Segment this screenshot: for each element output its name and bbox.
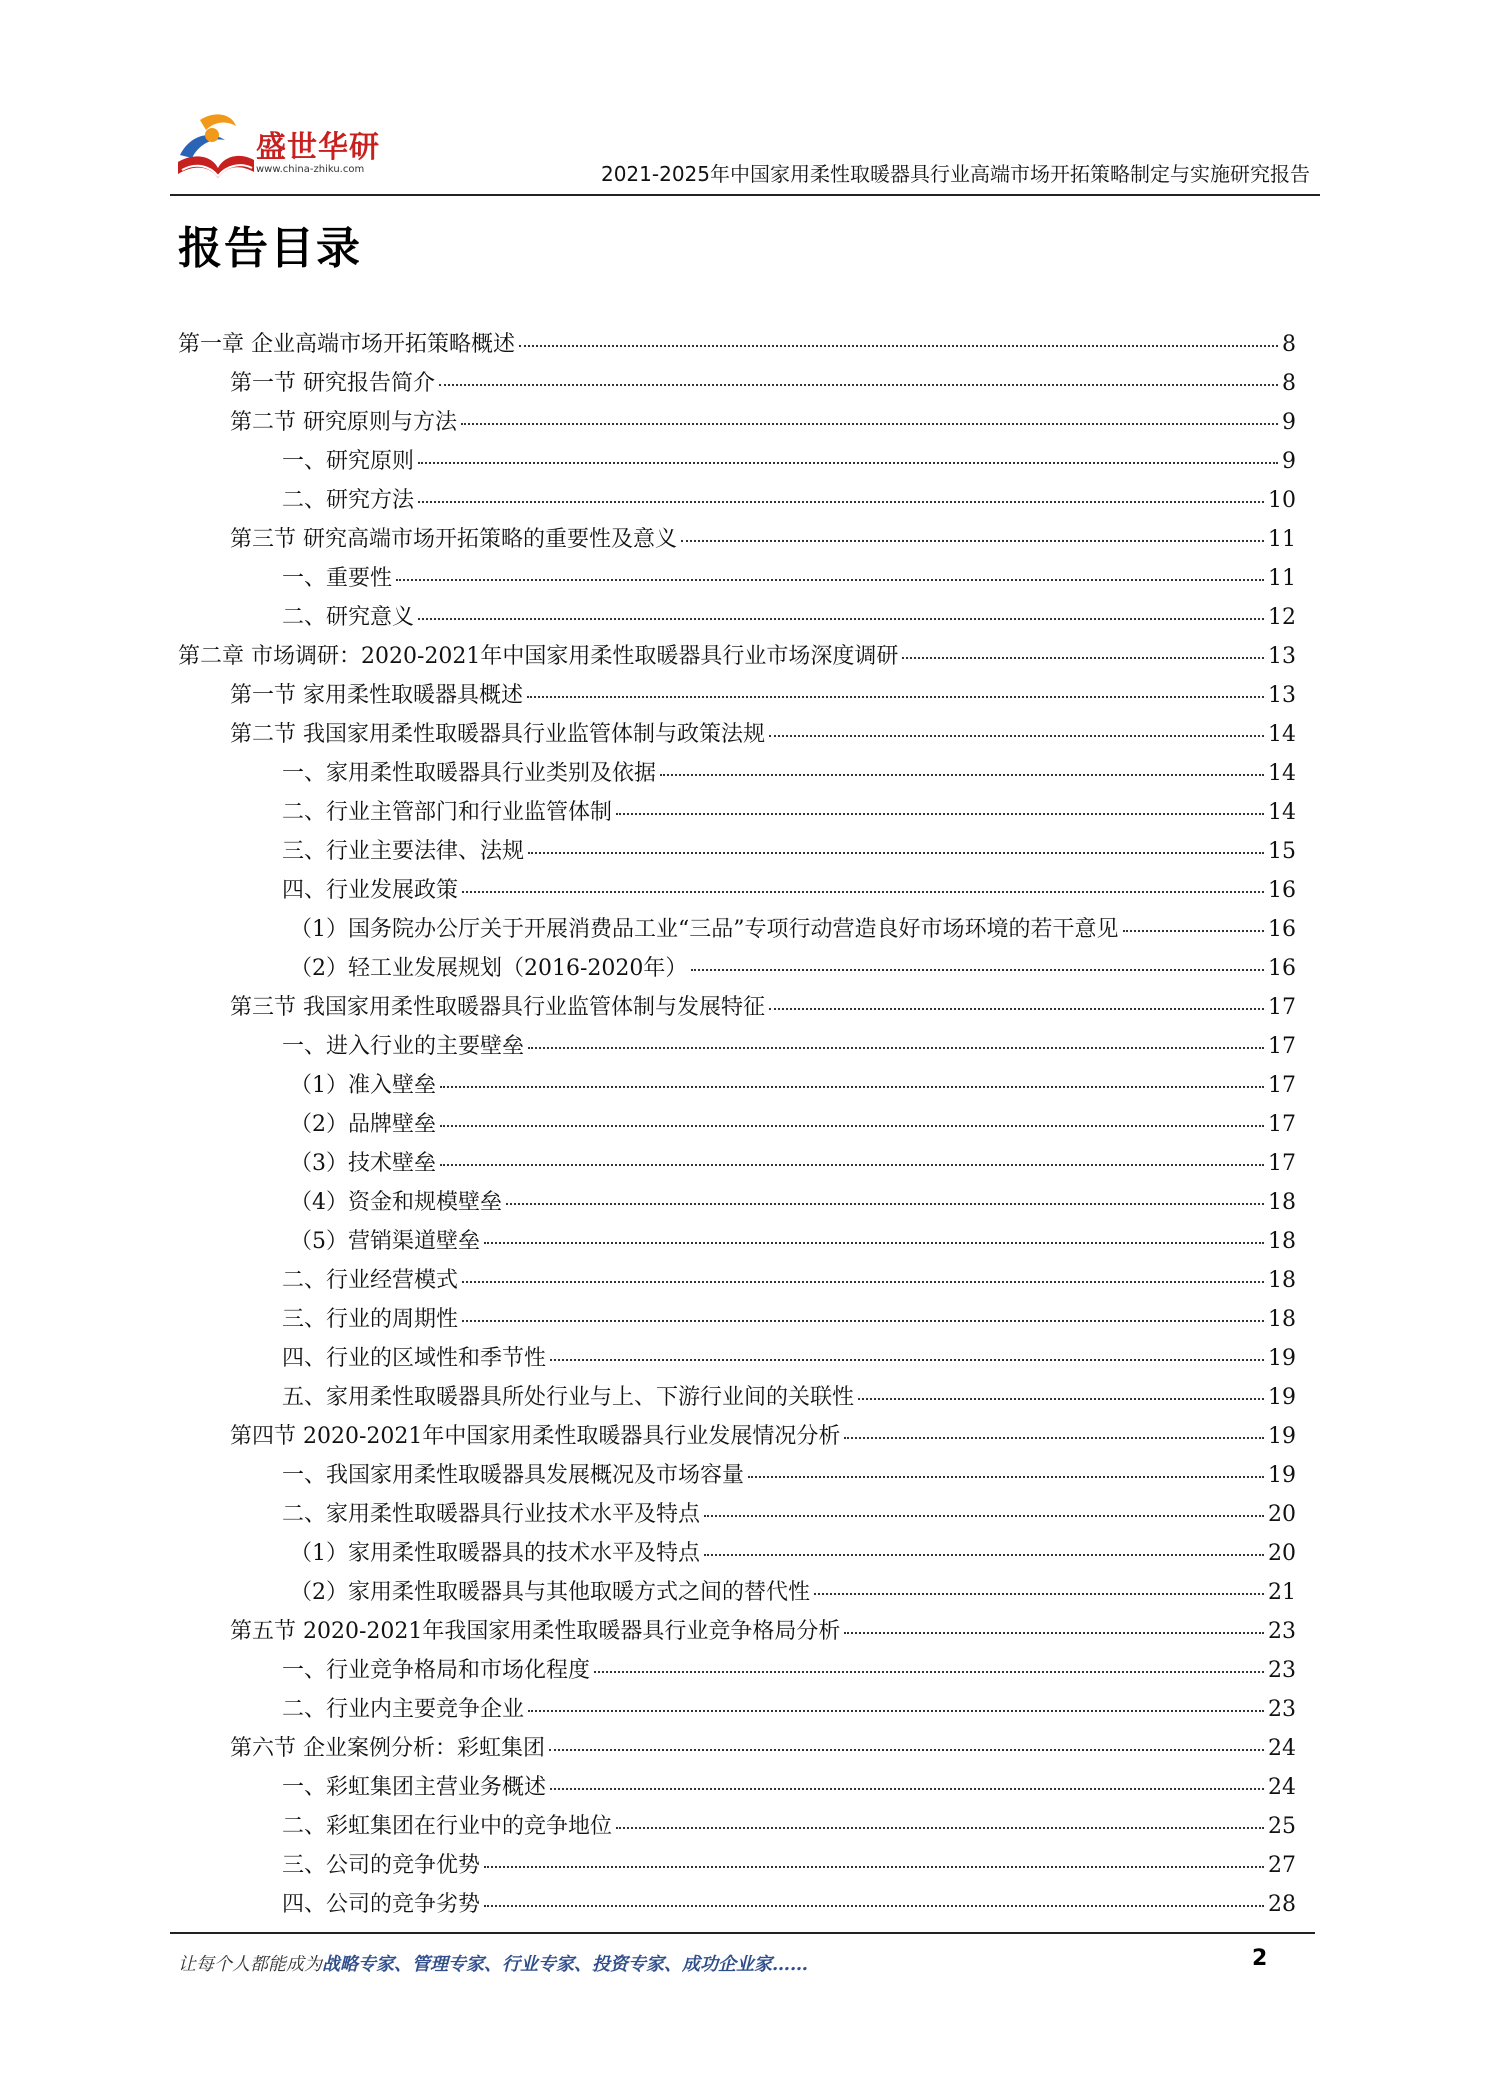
toc-entry[interactable]	[178, 793, 1296, 832]
toc-entry-title: 三、行业的周期性	[282, 1307, 459, 1332]
toc-entry-title: 四、行业的区域性和季节性	[282, 1346, 547, 1371]
toc-entry-title: 五、家用柔性取暖器具所处行业与上、下游行业间的关联性	[282, 1385, 855, 1410]
toc-entry-page: 18	[1268, 1307, 1296, 1332]
toc-dot-leader	[506, 1203, 1264, 1205]
toc-entry-title: （3）技术壁垒	[290, 1151, 436, 1176]
toc-entry[interactable]	[178, 364, 1296, 403]
toc-entry-page: 19	[1268, 1424, 1296, 1449]
toc-entry-title: 第一节 家用柔性取暖器具概述	[230, 683, 523, 708]
toc-entry[interactable]	[178, 910, 1296, 949]
toc-dot-leader	[550, 1788, 1264, 1790]
toc-entry[interactable]	[178, 1573, 1296, 1612]
toc-entry-title: 一、我国家用柔性取暖器具发展概况及市场容量	[282, 1463, 745, 1488]
toc-entry-page: 13	[1268, 644, 1296, 669]
toc-entry[interactable]	[178, 832, 1296, 871]
toc-dot-leader	[660, 774, 1264, 776]
toc-entry[interactable]	[178, 1690, 1296, 1729]
toc-entry[interactable]	[178, 481, 1296, 520]
toc-entry-page: 15	[1268, 839, 1296, 864]
toc-dot-leader	[769, 1008, 1264, 1010]
toc-entry-title: （2）品牌壁垒	[290, 1112, 436, 1137]
table-of-contents	[178, 325, 1296, 1924]
toc-entry[interactable]	[178, 754, 1296, 793]
toc-entry-page: 14	[1268, 722, 1296, 747]
toc-entry-page: 13	[1268, 683, 1296, 708]
toc-entry-title: 第四节 2020-2021年中国家用柔性取暖器具行业发展情况分析	[230, 1424, 841, 1449]
toc-entry-page: 20	[1268, 1502, 1296, 1527]
toc-dot-leader	[461, 423, 1278, 425]
toc-entry-title: 一、家用柔性取暖器具行业类别及依据	[282, 761, 657, 786]
toc-entry-page: 17	[1268, 1034, 1296, 1059]
toc-entry[interactable]	[178, 1495, 1296, 1534]
toc-entry-title: 第二章 市场调研：2020-2021年中国家用柔性取暖器具行业市场深度调研	[178, 644, 899, 669]
toc-entry-title: 一、研究原则	[282, 449, 415, 474]
toc-entry-page: 11	[1268, 566, 1296, 591]
toc-entry[interactable]	[178, 871, 1296, 910]
toc-entry-title: 二、行业内主要竞争企业	[282, 1697, 525, 1722]
toc-entry-title: 第三节 研究高端市场开拓策略的重要性及意义	[230, 527, 677, 552]
toc-entry-page: 28	[1268, 1892, 1296, 1917]
toc-entry[interactable]	[178, 1534, 1296, 1573]
page-number: 2	[1252, 1946, 1268, 1971]
toc-dot-leader	[527, 696, 1264, 698]
toc-entry-title: 一、行业竞争格局和市场化程度	[282, 1658, 591, 1683]
toc-entry-page: 24	[1268, 1736, 1296, 1761]
toc-dot-leader	[396, 579, 1264, 581]
toc-entry-page: 17	[1268, 1112, 1296, 1137]
toc-entry-page: 10	[1268, 488, 1296, 513]
report-title: 2021-2025年中国家用柔性取暖器具行业高端市场开拓策略制定与实施研究报告	[600, 162, 1310, 186]
toc-entry-title: 一、彩虹集团主营业务概述	[282, 1775, 547, 1800]
toc-entry[interactable]	[178, 559, 1296, 598]
toc-entry-title: （2）轻工业发展规划（2016-2020年）	[290, 956, 688, 981]
toc-entry-page: 9	[1282, 410, 1296, 435]
toc-entry-page: 18	[1268, 1229, 1296, 1254]
toc-entry[interactable]	[178, 715, 1296, 754]
logo-url: www.china-zhiku.com	[256, 164, 365, 175]
toc-entry[interactable]	[178, 1222, 1296, 1261]
toc-entry-title: 二、家用柔性取暖器具行业技术水平及特点	[282, 1502, 701, 1527]
toc-dot-leader	[484, 1866, 1264, 1868]
toc-dot-leader	[440, 1125, 1264, 1127]
toc-dot-leader	[814, 1593, 1264, 1595]
toc-entry-page: 16	[1268, 956, 1296, 981]
toc-entry-title: 第五节 2020-2021年我国家用柔性取暖器具行业竞争格局分析	[230, 1619, 841, 1644]
toc-entry-title: 二、行业主管部门和行业监管体制	[282, 800, 613, 825]
toc-dot-leader	[748, 1476, 1264, 1478]
toc-entry[interactable]	[178, 598, 1296, 637]
toc-dot-leader	[902, 657, 1264, 659]
toc-entry-page: 17	[1268, 1073, 1296, 1098]
toc-dot-leader	[440, 1086, 1264, 1088]
toc-entry-page: 14	[1268, 761, 1296, 786]
toc-entry-title: 第三节 我国家用柔性取暖器具行业监管体制与发展特征	[230, 995, 765, 1020]
toc-entry[interactable]	[178, 1027, 1296, 1066]
toc-entry-page: 20	[1268, 1541, 1296, 1566]
footer-divider	[170, 1932, 1315, 1934]
toc-entry-page: 9	[1282, 449, 1296, 474]
toc-dot-leader	[440, 1164, 1264, 1166]
toc-entry-title: 一、进入行业的主要壁垒	[282, 1034, 525, 1059]
toc-entry-title: 二、彩虹集团在行业中的竞争地位	[282, 1814, 613, 1839]
toc-entry-title: （1）国务院办公厅关于开展消费品工业“三品”专项行动营造良好市场环境的若干意见	[290, 917, 1119, 942]
toc-dot-leader	[462, 1281, 1264, 1283]
toc-entry[interactable]	[178, 1066, 1296, 1105]
toc-entry[interactable]	[178, 1183, 1296, 1222]
toc-entry[interactable]	[178, 1105, 1296, 1144]
toc-dot-leader	[549, 1749, 1264, 1751]
toc-dot-leader	[550, 1359, 1264, 1361]
toc-entry[interactable]	[178, 1651, 1296, 1690]
toc-entry[interactable]	[178, 1339, 1296, 1378]
toc-entry-page: 16	[1268, 917, 1296, 942]
toc-dot-leader	[418, 501, 1264, 503]
toc-entry[interactable]	[178, 1885, 1296, 1924]
toc-dot-leader	[462, 891, 1264, 893]
toc-entry-title: 第二节 研究原则与方法	[230, 410, 457, 435]
toc-entry[interactable]	[178, 1456, 1296, 1495]
toc-entry-page: 21	[1268, 1580, 1296, 1605]
logo-book-icon	[170, 100, 260, 190]
toc-entry-page: 18	[1268, 1268, 1296, 1293]
toc-dot-leader	[616, 813, 1264, 815]
header-divider	[170, 194, 1320, 196]
toc-entry-title: 第一节 研究报告简介	[230, 371, 435, 396]
toc-entry-page: 12	[1268, 605, 1296, 630]
toc-dot-leader	[691, 969, 1264, 971]
toc-dot-leader	[594, 1671, 1264, 1673]
toc-entry[interactable]	[178, 1417, 1296, 1456]
toc-entry[interactable]	[178, 325, 1296, 364]
toc-entry-title: （1）准入壁垒	[290, 1073, 436, 1098]
toc-entry-page: 23	[1268, 1619, 1296, 1644]
toc-entry-page: 27	[1268, 1853, 1296, 1878]
toc-entry-title: （1）家用柔性取暖器具的技术水平及特点	[290, 1541, 700, 1566]
toc-entry[interactable]	[178, 1846, 1296, 1885]
toc-entry-page: 23	[1268, 1658, 1296, 1683]
toc-entry[interactable]	[178, 1300, 1296, 1339]
toc-entry[interactable]	[178, 949, 1296, 988]
slogan-emphasis: 战略专家、管理专家、行业专家、投资专家、成功企业家……	[322, 1954, 808, 1975]
toc-dot-leader	[528, 1710, 1264, 1712]
toc-entry[interactable]	[178, 1612, 1296, 1651]
toc-entry[interactable]	[178, 988, 1296, 1027]
toc-entry[interactable]	[178, 403, 1296, 442]
toc-entry-title: 二、研究意义	[282, 605, 415, 630]
toc-entry-title: 二、研究方法	[282, 488, 415, 513]
toc-dot-leader	[844, 1632, 1264, 1634]
toc-entry[interactable]	[178, 1261, 1296, 1300]
toc-entry-title: （5）营销渠道壁垒	[290, 1229, 480, 1254]
toc-entry-title: 第一章 企业高端市场开拓策略概述	[178, 332, 515, 357]
toc-dot-leader	[462, 1320, 1264, 1322]
toc-entry-title: 三、行业主要法律、法规	[282, 839, 525, 864]
toc-entry-page: 8	[1282, 332, 1296, 357]
company-logo	[170, 100, 400, 190]
toc-dot-leader	[418, 462, 1278, 464]
toc-entry-title: （4）资金和规模壁垒	[290, 1190, 502, 1215]
toc-dot-leader	[1123, 930, 1265, 932]
toc-heading: 报告目录	[178, 223, 362, 274]
toc-dot-leader	[844, 1437, 1264, 1439]
toc-dot-leader	[528, 1047, 1264, 1049]
toc-entry-page: 14	[1268, 800, 1296, 825]
toc-dot-leader	[484, 1905, 1264, 1907]
toc-entry-page: 17	[1268, 1151, 1296, 1176]
toc-dot-leader	[528, 852, 1264, 854]
toc-entry[interactable]	[178, 1378, 1296, 1417]
toc-entry-page: 19	[1268, 1463, 1296, 1488]
toc-dot-leader	[704, 1515, 1264, 1517]
toc-dot-leader	[704, 1554, 1264, 1556]
toc-entry-page: 25	[1268, 1814, 1296, 1839]
toc-entry[interactable]	[178, 637, 1296, 676]
slogan-prefix: 让每个人都能成为	[178, 1954, 322, 1975]
toc-entry[interactable]	[178, 1768, 1296, 1807]
toc-dot-leader	[519, 345, 1278, 347]
toc-dot-leader	[858, 1398, 1264, 1400]
toc-dot-leader	[484, 1242, 1264, 1244]
toc-entry-title: 三、公司的竞争优势	[282, 1853, 481, 1878]
toc-entry-page: 16	[1268, 878, 1296, 903]
toc-entry-title: 第二节 我国家用柔性取暖器具行业监管体制与政策法规	[230, 722, 765, 747]
toc-dot-leader	[418, 618, 1264, 620]
toc-entry-title: 第六节 企业案例分析：彩虹集团	[230, 1736, 545, 1761]
logo-name: 盛世华研	[256, 130, 380, 165]
toc-entry-title: 二、行业经营模式	[282, 1268, 459, 1293]
toc-entry-page: 19	[1268, 1385, 1296, 1410]
toc-entry-page: 18	[1268, 1190, 1296, 1215]
page-header	[170, 100, 1320, 195]
toc-entry-title: 四、公司的竞争劣势	[282, 1892, 481, 1917]
toc-entry[interactable]	[178, 1144, 1296, 1183]
toc-entry-title: （2）家用柔性取暖器具与其他取暖方式之间的替代性	[290, 1580, 810, 1605]
toc-entry-title: 一、重要性	[282, 566, 393, 591]
toc-entry-page: 24	[1268, 1775, 1296, 1800]
toc-entry[interactable]	[178, 676, 1296, 715]
footer-slogan	[178, 1950, 808, 1976]
toc-dot-leader	[616, 1827, 1264, 1829]
toc-entry-title: 四、行业发展政策	[282, 878, 459, 903]
toc-entry-page: 11	[1268, 527, 1296, 552]
toc-entry[interactable]	[178, 1729, 1296, 1768]
toc-dot-leader	[769, 735, 1264, 737]
toc-entry[interactable]	[178, 1807, 1296, 1846]
toc-entry[interactable]	[178, 442, 1296, 481]
toc-entry[interactable]	[178, 520, 1296, 559]
toc-entry-page: 8	[1282, 371, 1296, 396]
toc-entry-page: 19	[1268, 1346, 1296, 1371]
toc-dot-leader	[439, 384, 1278, 386]
toc-dot-leader	[681, 540, 1264, 542]
toc-entry-page: 17	[1268, 995, 1296, 1020]
toc-entry-page: 23	[1268, 1697, 1296, 1722]
